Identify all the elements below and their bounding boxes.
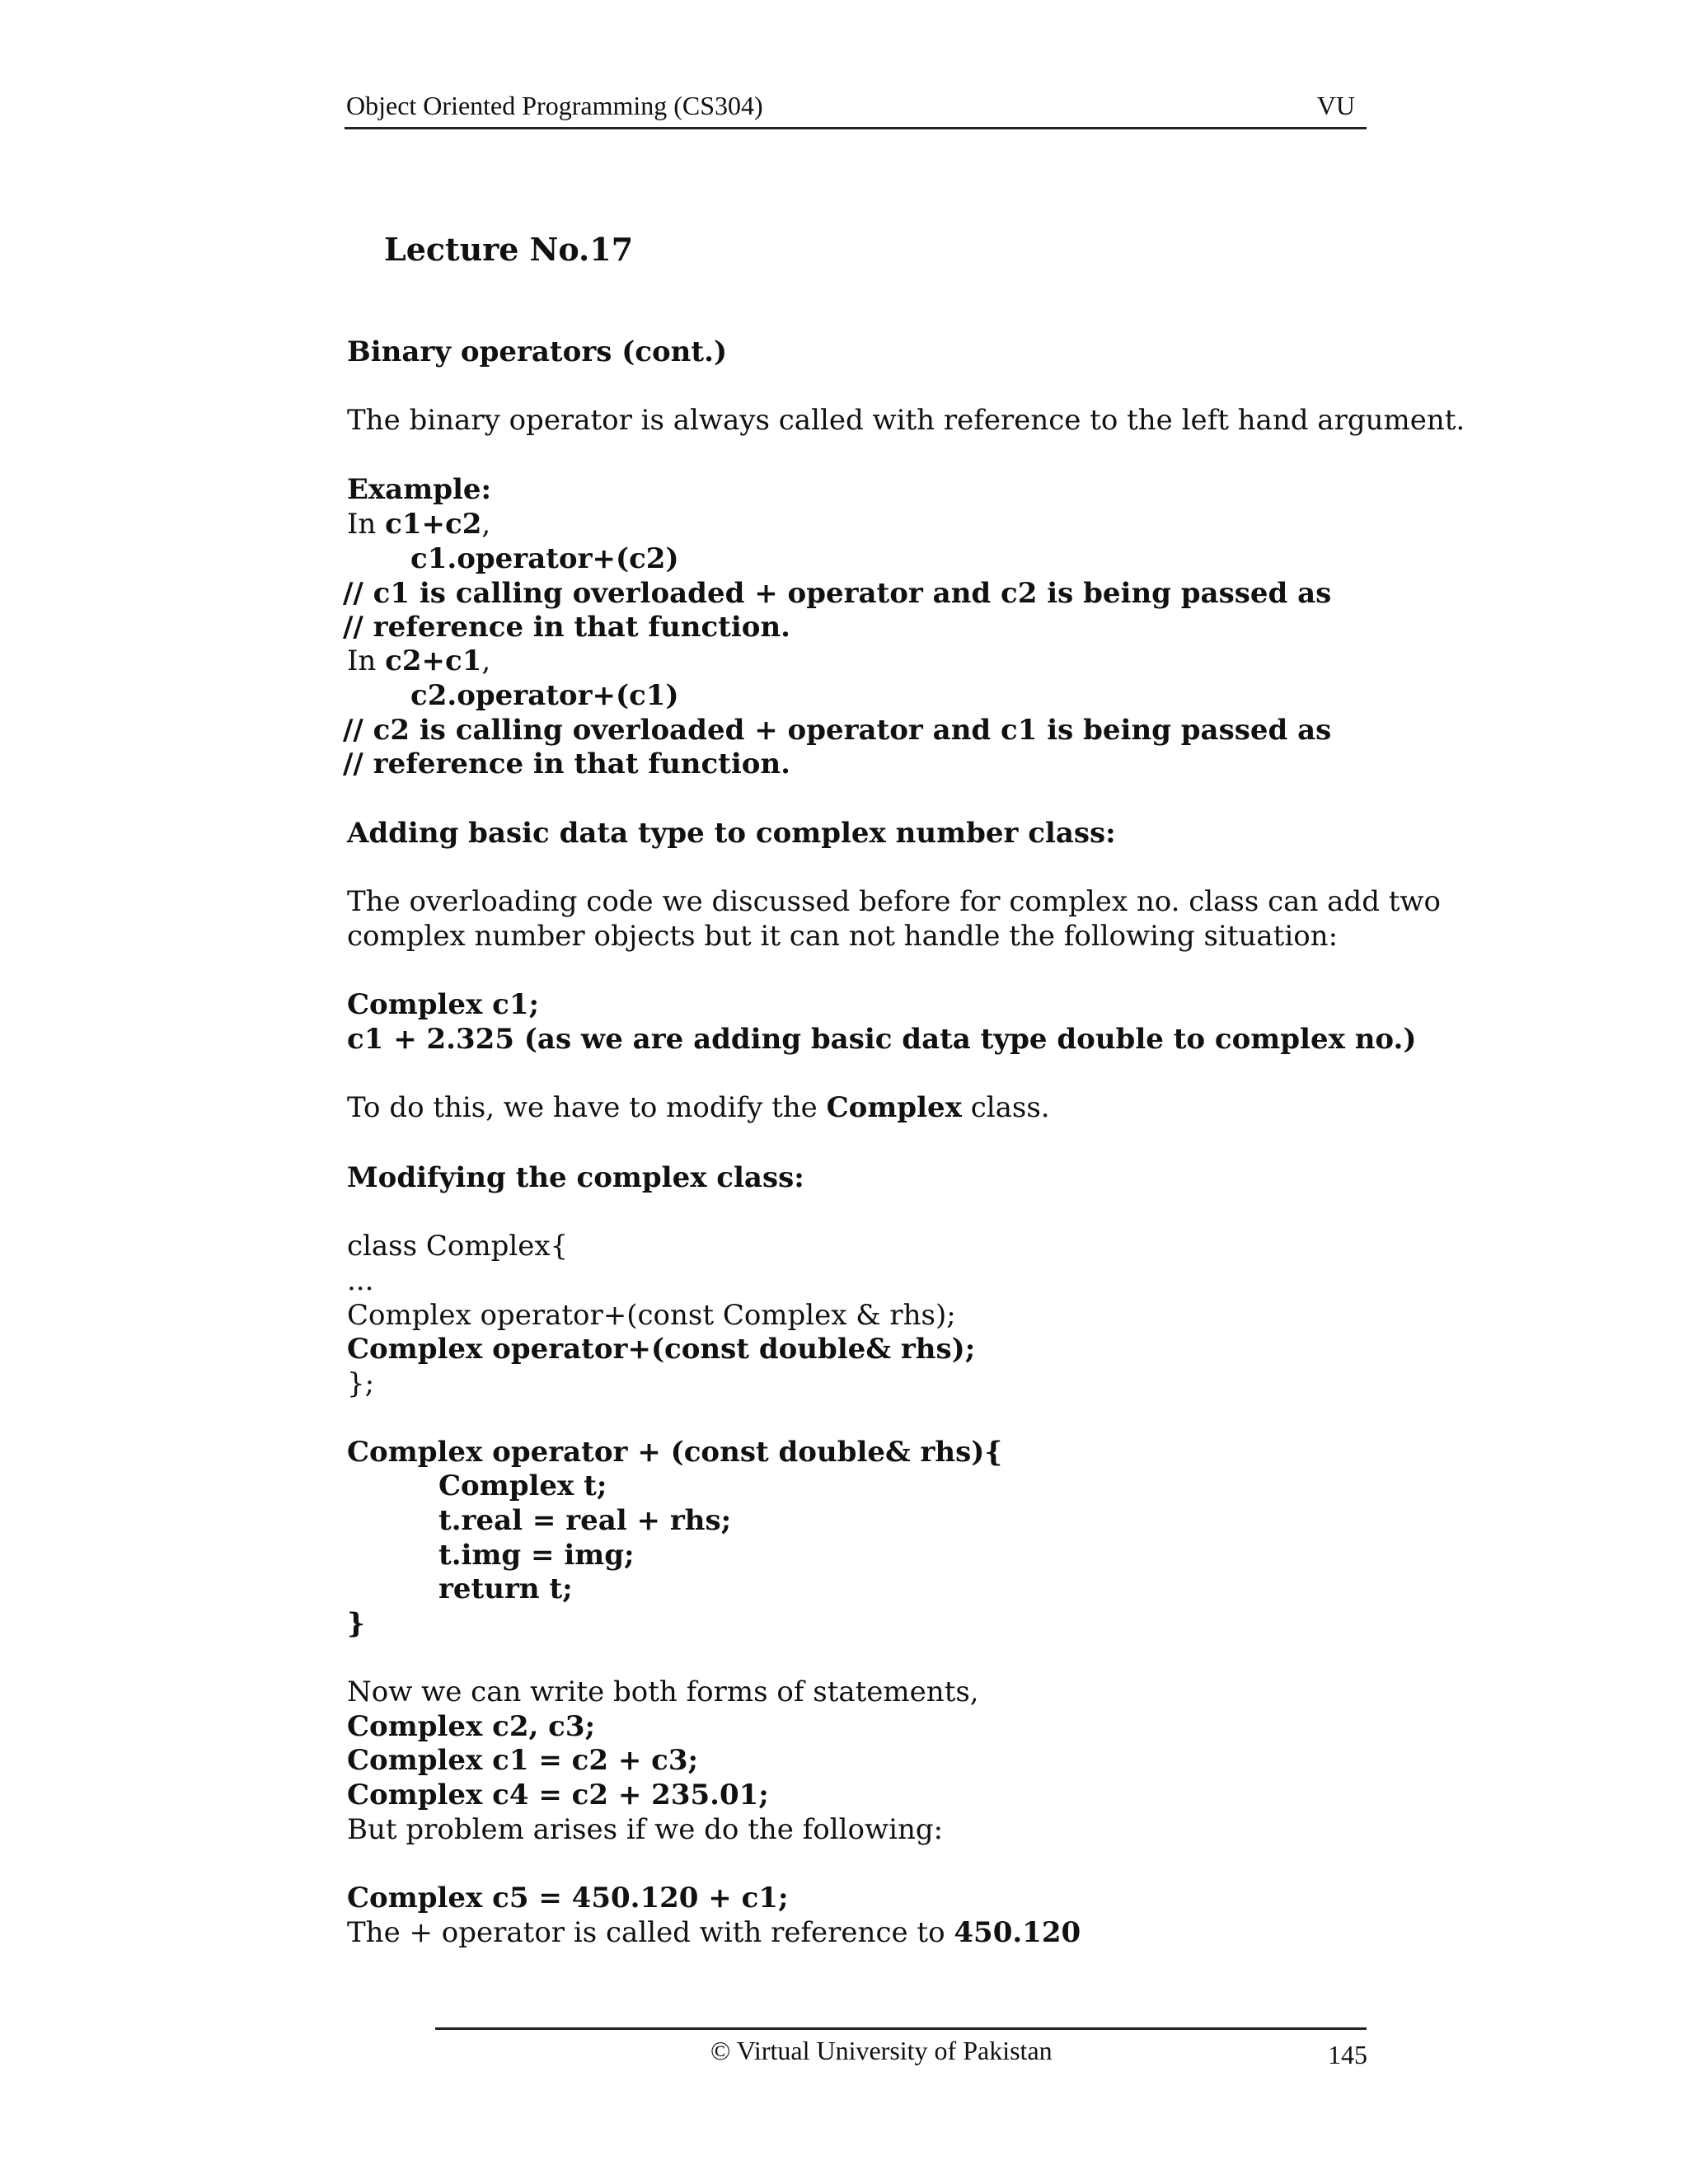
page-header [345, 91, 1367, 129]
example-comment-3: // c2 is calling overloaded + operator and c1 is being passed as [343, 714, 1332, 747]
problem-text: But problem arises if we do the following: [347, 1813, 944, 1846]
institution-label: VU [1316, 91, 1355, 120]
impl-body-line: t.real = real + rhs; [438, 1504, 732, 1537]
example-comment-4: // reference in that function. [343, 748, 791, 780]
lecture-title: Lecture No.17 [384, 231, 634, 268]
paragraph-line-2: complex number objects but it can not handle the following situation: [347, 920, 1339, 953]
statement-line: Complex c4 = c2 + 235.01; [347, 1779, 769, 1811]
class-code-line: Complex operator+(const double& rhs); [347, 1333, 976, 1366]
class-code-line: class Complex{ [347, 1230, 569, 1263]
footer-divider [435, 2027, 1367, 2030]
statement-line: Complex c1 = c2 + c3; [347, 1744, 699, 1777]
page-number: 145 [1328, 2040, 1367, 2069]
course-title: Object Oriented Programming (CS304) [346, 91, 763, 120]
statement-line: Complex c2, c3; [347, 1710, 596, 1743]
example-code-line-1: c1.operator+(c2) [410, 542, 679, 575]
code-line-c1-plus-double: c1 + 2.325 (as we are adding basic data type double to complex no.) [347, 1023, 1417, 1056]
impl-body-line: return t; [438, 1572, 573, 1605]
final-text: The + operator is called with reference to 450.120 [347, 1916, 1081, 1949]
class-code-line: }; [347, 1367, 375, 1400]
class-code-line: ... [347, 1264, 374, 1297]
intro-paragraph: The binary operator is always called with reference to the left hand argument. [347, 404, 1465, 437]
footer-copyright: © Virtual University of Pakistan [710, 2036, 1053, 2065]
impl-body-line: t.img = img; [438, 1539, 635, 1572]
final-code-line: Complex c5 = 450.120 + c1; [347, 1882, 789, 1915]
example-comment-1: // c1 is calling overloaded + operator and c2 is being passed as [343, 577, 1332, 610]
impl-body-line: Complex t; [438, 1469, 607, 1502]
statements-intro: Now we can write both forms of statements, [347, 1675, 979, 1708]
example-label: Example: [347, 473, 492, 506]
class-code-line: Complex operator+(const Complex & rhs); [347, 1299, 956, 1332]
impl-close-brace: } [347, 1607, 365, 1640]
example-line-1: In c1+c2, [347, 508, 491, 541]
impl-signature: Complex operator + (const double& rhs){ [347, 1436, 1003, 1469]
section-heading-adding-basic-type: Adding basic data type to complex number class: [347, 817, 1116, 850]
code-line-complex-c1: Complex c1; [347, 988, 540, 1021]
section-heading-binary-operators: Binary operators (cont.) [347, 335, 728, 368]
example-comment-2: // reference in that function. [343, 611, 791, 644]
example-code-line-2: c2.operator+(c1) [410, 679, 679, 712]
section-heading-modifying: Modifying the complex class: [347, 1161, 804, 1194]
modify-paragraph: To do this, we have to modify the Complex class. [347, 1091, 1050, 1124]
example-line-2: In c2+c1, [347, 644, 491, 677]
paragraph-line-1: The overloading code we discussed before for complex no. class can add two [347, 885, 1441, 918]
